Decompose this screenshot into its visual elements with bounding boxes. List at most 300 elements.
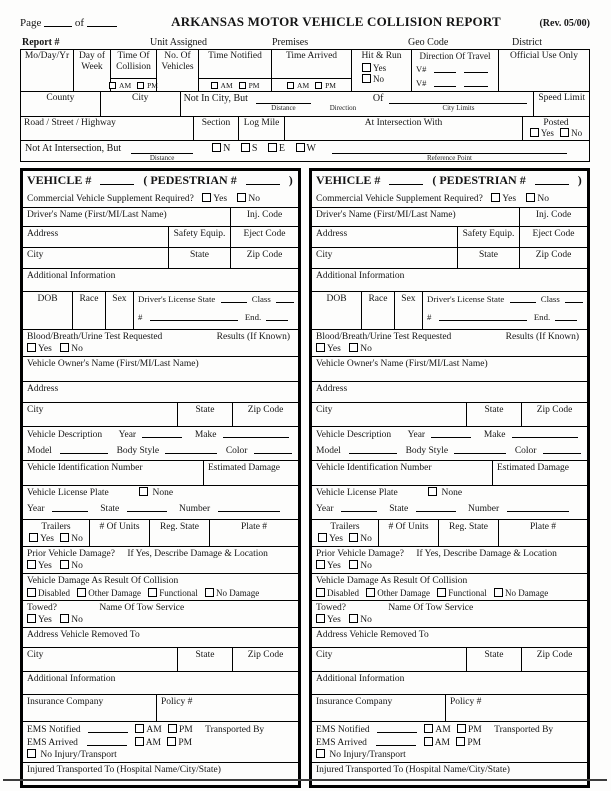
owner-name-row[interactable] bbox=[23, 356, 298, 381]
yes-label: Yes bbox=[40, 534, 54, 544]
page-number-group bbox=[20, 17, 160, 29]
disabled-checkbox[interactable] bbox=[27, 588, 36, 597]
vin-row bbox=[312, 460, 587, 485]
speed-limit-cell[interactable] bbox=[533, 92, 589, 116]
city-cell[interactable] bbox=[23, 403, 177, 426]
estimated-damage-cell[interactable] bbox=[492, 461, 587, 485]
disabled-checkbox[interactable] bbox=[316, 588, 325, 597]
ems-notified-pm-checkbox[interactable] bbox=[168, 724, 177, 733]
pedestrian-close-paren: ) bbox=[577, 173, 582, 187]
road-row bbox=[21, 116, 589, 140]
removed-to-row[interactable] bbox=[23, 627, 298, 647]
trailers-yes-checkbox[interactable] bbox=[318, 533, 327, 542]
drivers-license-cell bbox=[422, 292, 587, 329]
vehicle-number-blank[interactable] bbox=[389, 175, 423, 185]
address-cell[interactable] bbox=[312, 227, 457, 247]
body-style-blank[interactable] bbox=[165, 444, 217, 454]
units-cell[interactable] bbox=[89, 520, 149, 546]
notified-pm-checkbox[interactable] bbox=[239, 82, 246, 89]
safety-equip-label: Safety Equip. bbox=[462, 229, 515, 239]
other-damage-checkbox[interactable] bbox=[366, 588, 375, 597]
dob-cell[interactable] bbox=[312, 292, 361, 329]
v1-direction-blank[interactable] bbox=[434, 63, 456, 73]
supplement-yes-checkbox[interactable] bbox=[202, 193, 211, 202]
date-label: Mo/Day/Yr bbox=[24, 51, 70, 61]
eject-code-cell[interactable] bbox=[519, 227, 587, 247]
city-limits-sublabel: City Limits bbox=[442, 104, 475, 112]
v2-direction-blank[interactable] bbox=[434, 77, 456, 87]
dl-end-label: End. bbox=[244, 312, 262, 322]
license-plate-label: Vehicle License Plate bbox=[27, 488, 109, 498]
owner-city-row bbox=[23, 402, 298, 426]
results-if-known-label: Results (If Known) bbox=[505, 332, 579, 342]
plate-state-blank[interactable] bbox=[416, 502, 456, 512]
vehicle-number-blank[interactable] bbox=[100, 175, 134, 185]
pedestrian-number-label: ( PEDESTRIAN # bbox=[432, 173, 526, 187]
inj-code-cell[interactable] bbox=[230, 208, 298, 226]
reference-point-blank[interactable] bbox=[332, 143, 567, 154]
page-total-blank[interactable] bbox=[87, 17, 117, 27]
no-label: No bbox=[71, 534, 83, 544]
prior-damage-yes-checkbox[interactable] bbox=[316, 560, 325, 569]
trailers-label: Trailers bbox=[330, 522, 360, 532]
ems-notified-blank[interactable] bbox=[377, 723, 417, 733]
pedestrian-number-blank[interactable] bbox=[535, 175, 569, 185]
dl-class-blank[interactable] bbox=[565, 293, 583, 303]
east-label: E bbox=[278, 143, 286, 154]
city-cell[interactable] bbox=[23, 648, 177, 671]
other-damage-checkbox[interactable] bbox=[77, 588, 86, 597]
blood-test-yes-checkbox[interactable] bbox=[316, 343, 325, 352]
results-if-known-label: Results (If Known) bbox=[216, 332, 290, 342]
plate-number-label: Plate # bbox=[240, 522, 268, 532]
am-label: AM bbox=[435, 725, 451, 735]
other-damage-label: Other Damage bbox=[377, 588, 430, 598]
plate-number-label: Plate # bbox=[529, 522, 557, 532]
distance-blank[interactable] bbox=[256, 93, 311, 104]
make-label: Make bbox=[194, 430, 217, 440]
south-label: S bbox=[251, 143, 258, 154]
collision-pm-checkbox[interactable] bbox=[137, 82, 144, 89]
state-cell[interactable] bbox=[466, 648, 521, 671]
blood-test-no-checkbox[interactable] bbox=[60, 343, 69, 352]
state-cell[interactable] bbox=[168, 248, 230, 268]
color-blank[interactable] bbox=[254, 444, 292, 454]
official-use-only-cell bbox=[498, 50, 589, 91]
no-injury-checkbox[interactable] bbox=[316, 749, 325, 758]
state-cell[interactable] bbox=[177, 648, 232, 671]
state-label: State bbox=[389, 504, 409, 514]
vin-cell[interactable] bbox=[23, 461, 203, 485]
plate-number-cell[interactable] bbox=[498, 520, 587, 546]
county-label: County bbox=[46, 93, 75, 103]
reg-state-cell[interactable] bbox=[149, 520, 209, 546]
disabled-label: Disabled bbox=[327, 588, 359, 598]
distance-sublabel: Distance bbox=[271, 104, 296, 112]
direction-s-checkbox[interactable] bbox=[241, 143, 250, 152]
plate-number-blank[interactable] bbox=[218, 502, 280, 512]
reg-state-label: Reg. State bbox=[448, 522, 489, 532]
hit-and-run-cell bbox=[351, 50, 411, 91]
city-label: City bbox=[316, 650, 333, 660]
towed-row bbox=[312, 600, 587, 627]
dl-number-blank[interactable] bbox=[150, 311, 238, 321]
county-cell[interactable] bbox=[21, 92, 100, 116]
eject-code-cell[interactable] bbox=[230, 227, 298, 247]
towed-no-checkbox[interactable] bbox=[349, 614, 358, 623]
additional-info-row[interactable] bbox=[23, 268, 298, 291]
west-label: W bbox=[306, 143, 316, 154]
arrived-ampm-row bbox=[272, 78, 351, 91]
ems-notified-am-checkbox[interactable] bbox=[135, 724, 144, 733]
vehicle-description-label: Vehicle Description bbox=[27, 430, 103, 440]
drivers-name-label: Driver's Name (First/MI/Last Name) bbox=[316, 210, 456, 220]
number-label: Number bbox=[468, 504, 500, 514]
vehicle-number-label: VEHICLE # bbox=[316, 173, 381, 187]
time-arrived-label: Time Arrived bbox=[285, 51, 338, 61]
ems-notified-pm-checkbox[interactable] bbox=[457, 724, 466, 733]
report-number-label: Report # bbox=[22, 37, 60, 48]
distance-blank[interactable] bbox=[131, 143, 193, 154]
reg-state-cell[interactable] bbox=[438, 520, 498, 546]
at-intersection-with-cell[interactable] bbox=[284, 117, 522, 140]
supplement-no-checkbox[interactable] bbox=[237, 193, 246, 202]
no-label: No bbox=[360, 615, 372, 625]
collision-summary-row bbox=[21, 50, 589, 91]
of-label: Of bbox=[372, 93, 384, 104]
day-of-week-label: Day of Week bbox=[78, 51, 106, 72]
policy-number-label: Policy # bbox=[450, 697, 482, 707]
am-label: AM bbox=[220, 80, 233, 90]
no-label: No bbox=[360, 561, 372, 571]
plate-year-blank[interactable] bbox=[52, 502, 88, 512]
safety-equip-cell[interactable] bbox=[168, 227, 230, 247]
ems-arrived-blank[interactable] bbox=[376, 736, 416, 746]
functional-checkbox[interactable] bbox=[148, 588, 157, 597]
ems-arrived-am-checkbox[interactable] bbox=[424, 737, 433, 746]
body-style-blank[interactable] bbox=[454, 444, 506, 454]
insurance-row bbox=[23, 694, 298, 721]
city-cell[interactable] bbox=[312, 403, 466, 426]
injured-transported-row[interactable] bbox=[23, 762, 298, 785]
plate-none-checkbox[interactable] bbox=[428, 487, 437, 496]
state-cell[interactable] bbox=[466, 403, 521, 426]
state-label: State bbox=[190, 250, 209, 260]
no-label: No bbox=[71, 344, 83, 354]
plate-state-blank[interactable] bbox=[127, 502, 167, 512]
trailers-cell bbox=[23, 520, 89, 546]
time-of-collision-cell[interactable] bbox=[110, 50, 156, 91]
year-label: Year bbox=[118, 430, 137, 440]
dob-cell[interactable] bbox=[23, 292, 72, 329]
ems-arrived-pm-checkbox[interactable] bbox=[456, 737, 465, 746]
towed-yes-checkbox[interactable] bbox=[27, 614, 36, 623]
zip-code-cell[interactable] bbox=[521, 648, 587, 671]
vehicle-panel-1 bbox=[20, 168, 301, 788]
ems-notified-label: EMS Notified bbox=[316, 725, 370, 735]
transported-by-label: Transported By bbox=[494, 725, 554, 735]
owner-name-row[interactable] bbox=[312, 356, 587, 381]
trailers-yes-checkbox[interactable] bbox=[29, 533, 38, 542]
additional-info-row-2[interactable] bbox=[312, 671, 587, 694]
vehicle-description-row bbox=[312, 426, 587, 460]
towed-no-checkbox[interactable] bbox=[60, 614, 69, 623]
yes-label: Yes bbox=[38, 615, 52, 625]
not-at-intersection-row bbox=[21, 140, 589, 161]
collision-summary-table bbox=[20, 49, 590, 162]
day-of-week-cell[interactable] bbox=[73, 50, 110, 91]
city-limits-blank[interactable] bbox=[389, 93, 527, 104]
policy-number-cell[interactable] bbox=[156, 695, 298, 721]
dl-class-blank[interactable] bbox=[276, 293, 294, 303]
tow-service-label: Name Of Tow Service bbox=[388, 603, 474, 613]
dl-state-label: Driver's License State bbox=[138, 294, 216, 304]
official-use-only-label: Official Use Only bbox=[510, 51, 578, 61]
color-label: Color bbox=[225, 446, 248, 456]
safety-equip-cell[interactable] bbox=[457, 227, 519, 247]
time-notified-label: Time Notified bbox=[208, 51, 262, 61]
drivers-name-cell[interactable] bbox=[312, 208, 519, 226]
notified-am-checkbox[interactable] bbox=[211, 82, 218, 89]
hit-run-no-checkbox[interactable] bbox=[362, 74, 371, 83]
road-street-highway-cell[interactable] bbox=[21, 117, 193, 140]
inj-code-cell[interactable] bbox=[519, 208, 587, 226]
ems-arrived-pm-checkbox[interactable] bbox=[167, 737, 176, 746]
page-number-blank[interactable] bbox=[44, 17, 72, 27]
no-damage-checkbox[interactable] bbox=[205, 588, 214, 597]
ems-notified-blank[interactable] bbox=[88, 723, 128, 733]
sex-cell[interactable] bbox=[105, 292, 133, 329]
drivers-name-label: Driver's Name (First/MI/Last Name) bbox=[27, 210, 167, 220]
state-label: State bbox=[195, 405, 215, 415]
units-label: # Of Units bbox=[99, 522, 140, 532]
inj-code-label: Inj. Code bbox=[246, 210, 283, 220]
zip-code-label: Zip Code bbox=[247, 650, 284, 660]
zip-code-label: Zip Code bbox=[536, 405, 573, 415]
time-notified-cell[interactable] bbox=[198, 50, 271, 91]
tow-service-label: Name Of Tow Service bbox=[99, 603, 185, 613]
insurance-company-cell[interactable] bbox=[312, 695, 445, 721]
zip-code-cell[interactable] bbox=[519, 248, 587, 268]
no-label: No bbox=[537, 194, 550, 204]
prior-damage-label: Prior Vehicle Damage? bbox=[27, 549, 115, 559]
no-injury-checkbox[interactable] bbox=[27, 749, 36, 758]
removed-to-row[interactable] bbox=[312, 627, 587, 647]
supplement-yes-checkbox[interactable] bbox=[491, 193, 500, 202]
top-field-labels bbox=[20, 32, 590, 49]
dob-label: DOB bbox=[37, 294, 58, 304]
vehicle-panel-2 bbox=[309, 168, 590, 788]
city-cell[interactable] bbox=[100, 92, 180, 116]
collision-am-checkbox[interactable] bbox=[109, 82, 116, 89]
arrived-am-checkbox[interactable] bbox=[287, 82, 294, 89]
policy-number-label: Policy # bbox=[161, 697, 193, 707]
address-cell[interactable] bbox=[23, 227, 168, 247]
ems-arrived-blank[interactable] bbox=[87, 736, 127, 746]
vin-cell[interactable] bbox=[312, 461, 492, 485]
ems-notified-label: EMS Notified bbox=[27, 725, 81, 735]
number-label: Number bbox=[179, 504, 211, 514]
driver-city-row bbox=[312, 247, 587, 268]
dl-end-label: End. bbox=[533, 312, 551, 322]
additional-info-label: Additional Information bbox=[316, 674, 405, 684]
supplement-no-checkbox[interactable] bbox=[526, 193, 535, 202]
form-title: ARKANSAS MOTOR VEHICLE COLLISION REPORT bbox=[171, 14, 501, 29]
at-intersection-with-label: At Intersection With bbox=[364, 118, 443, 128]
make-blank[interactable] bbox=[223, 428, 289, 438]
estimated-damage-label: Estimated Damage bbox=[208, 463, 281, 473]
arrived-pm-checkbox[interactable] bbox=[315, 82, 322, 89]
owner-city-row bbox=[312, 402, 587, 426]
yes-label: Yes bbox=[38, 344, 52, 354]
units-cell[interactable] bbox=[378, 520, 438, 546]
model-blank[interactable] bbox=[60, 444, 108, 454]
not-at-intersection-label: Not At Intersection, But bbox=[25, 143, 122, 154]
none-label: None bbox=[441, 488, 463, 498]
no-label: No bbox=[571, 128, 583, 138]
log-mile-cell[interactable] bbox=[238, 117, 284, 140]
injured-transported-row[interactable] bbox=[312, 762, 587, 785]
hit-run-yes-checkbox[interactable] bbox=[362, 63, 371, 72]
make-blank[interactable] bbox=[512, 428, 578, 438]
insurance-company-label: Insurance Company bbox=[316, 697, 393, 707]
no-of-vehicles-label: No. Of Vehicles bbox=[161, 51, 194, 72]
pedestrian-number-blank[interactable] bbox=[246, 175, 280, 185]
am-label: AM bbox=[297, 80, 310, 90]
state-cell[interactable] bbox=[177, 403, 232, 426]
v2-direction-blank2[interactable] bbox=[464, 77, 488, 87]
blood-test-no-checkbox[interactable] bbox=[349, 343, 358, 352]
city-label: City bbox=[27, 250, 44, 260]
yes-label: Yes bbox=[327, 344, 341, 354]
driver-name-row bbox=[312, 207, 587, 226]
v1-direction-blank2[interactable] bbox=[464, 63, 488, 73]
model-blank[interactable] bbox=[349, 444, 397, 454]
owner-name-label: Vehicle Owner's Name (First/MI/Last Name) bbox=[27, 359, 199, 369]
yes-label: Yes bbox=[329, 534, 343, 544]
vehicle-header-row bbox=[23, 171, 298, 192]
units-label: # Of Units bbox=[388, 522, 429, 532]
additional-info-row[interactable] bbox=[312, 268, 587, 291]
dl-state-blank[interactable] bbox=[510, 293, 536, 303]
functional-checkbox[interactable] bbox=[437, 588, 446, 597]
sex-cell[interactable] bbox=[394, 292, 422, 329]
state-cell[interactable] bbox=[457, 248, 519, 268]
direction-w-checkbox[interactable] bbox=[296, 143, 305, 152]
no-damage-checkbox[interactable] bbox=[494, 588, 503, 597]
plate-year-blank[interactable] bbox=[341, 502, 377, 512]
injured-transported-label: Injured Transported To (Hospital Name/City/State) bbox=[316, 765, 510, 775]
body-style-label: Body Style bbox=[116, 446, 160, 456]
city-label: City bbox=[27, 405, 44, 415]
year-blank[interactable] bbox=[431, 428, 471, 438]
no-injury-label: No Injury/Transport bbox=[40, 750, 117, 760]
trailers-no-checkbox[interactable] bbox=[349, 533, 358, 542]
state-label: State bbox=[195, 650, 215, 660]
city-cell[interactable] bbox=[23, 248, 168, 268]
ems-arrived-am-checkbox[interactable] bbox=[135, 737, 144, 746]
policy-number-cell[interactable] bbox=[445, 695, 587, 721]
towed-yes-checkbox[interactable] bbox=[316, 614, 325, 623]
year-label: Year bbox=[316, 504, 334, 514]
not-in-city-cell bbox=[180, 92, 534, 116]
plate-number-cell[interactable] bbox=[209, 520, 298, 546]
year-blank[interactable] bbox=[142, 428, 182, 438]
plate-number-blank[interactable] bbox=[507, 502, 569, 512]
no-label: No bbox=[71, 615, 83, 625]
towed-label: Towed? bbox=[27, 603, 57, 613]
city-cell[interactable] bbox=[312, 248, 457, 268]
zip-code-cell[interactable] bbox=[232, 403, 298, 426]
no-label: No bbox=[373, 74, 384, 84]
road-street-highway-label: Road / Street / Highway bbox=[24, 118, 116, 128]
trailers-cell bbox=[312, 520, 378, 546]
blood-test-yes-checkbox[interactable] bbox=[27, 343, 36, 352]
prior-damage-yes-checkbox[interactable] bbox=[27, 560, 36, 569]
race-cell[interactable] bbox=[361, 292, 394, 329]
city-label: City bbox=[27, 650, 44, 660]
functional-label: Functional bbox=[448, 588, 487, 598]
additional-info-label: Additional Information bbox=[316, 271, 405, 281]
am-label: AM bbox=[145, 738, 161, 748]
prior-damage-no-checkbox[interactable] bbox=[60, 560, 69, 569]
estimated-damage-cell[interactable] bbox=[203, 461, 298, 485]
posted-label: Posted bbox=[543, 118, 569, 128]
removed-to-label: Address Vehicle Removed To bbox=[27, 630, 140, 640]
dl-end-blank[interactable] bbox=[266, 311, 288, 321]
dl-state-blank[interactable] bbox=[221, 293, 247, 303]
posted-cell bbox=[522, 117, 589, 140]
commercial-supplement-row bbox=[312, 192, 587, 207]
no-of-vehicles-cell[interactable] bbox=[156, 50, 198, 91]
posted-no-checkbox[interactable] bbox=[560, 128, 569, 137]
drivers-name-cell[interactable] bbox=[23, 208, 230, 226]
driver-city-row bbox=[23, 247, 298, 268]
owner-address-row[interactable] bbox=[23, 381, 298, 402]
dl-number-blank[interactable] bbox=[439, 311, 527, 321]
prior-damage-no-checkbox[interactable] bbox=[349, 560, 358, 569]
race-cell[interactable] bbox=[72, 292, 105, 329]
posted-yes-checkbox[interactable] bbox=[530, 128, 539, 137]
yes-label: Yes bbox=[327, 561, 341, 571]
direction-e-checkbox[interactable] bbox=[268, 143, 277, 152]
time-arrived-cell[interactable] bbox=[271, 50, 351, 91]
zip-code-cell[interactable] bbox=[232, 648, 298, 671]
of-label: of bbox=[74, 17, 85, 29]
trailers-no-checkbox[interactable] bbox=[60, 533, 69, 542]
yes-label: Yes bbox=[373, 63, 387, 73]
color-blank[interactable] bbox=[543, 444, 581, 454]
section-cell[interactable] bbox=[193, 117, 238, 140]
color-label: Color bbox=[514, 446, 537, 456]
vehicle-panels bbox=[20, 168, 590, 788]
insurance-company-cell[interactable] bbox=[23, 695, 156, 721]
date-cell[interactable] bbox=[21, 50, 73, 91]
vehicle-header-row bbox=[312, 171, 587, 192]
plate-none-checkbox[interactable] bbox=[139, 487, 148, 496]
driver-address-row bbox=[312, 226, 587, 247]
log-mile-label: Log Mile bbox=[243, 118, 280, 128]
additional-info-row-2[interactable] bbox=[23, 671, 298, 694]
city-cell[interactable] bbox=[312, 648, 466, 671]
zip-code-cell[interactable] bbox=[521, 403, 587, 426]
owner-address-row[interactable] bbox=[312, 381, 587, 402]
zip-code-cell[interactable] bbox=[230, 248, 298, 268]
dl-number-label: # bbox=[138, 312, 143, 322]
dl-end-blank[interactable] bbox=[555, 311, 577, 321]
ems-notified-am-checkbox[interactable] bbox=[424, 724, 433, 733]
direction-n-checkbox[interactable] bbox=[212, 143, 221, 152]
